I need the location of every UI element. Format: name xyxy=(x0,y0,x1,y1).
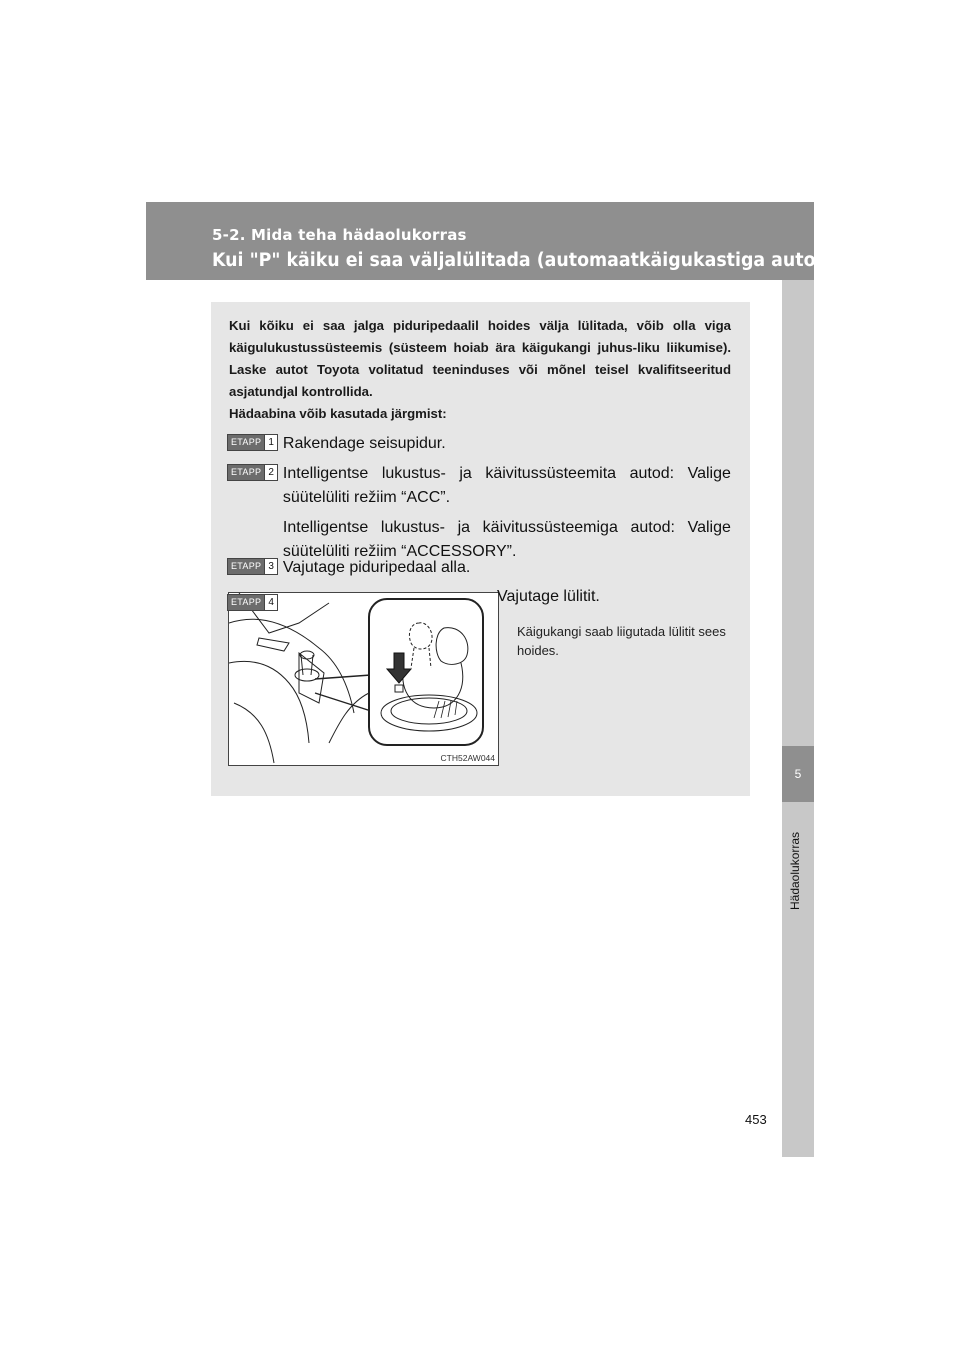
shift-lock-illustration xyxy=(228,592,499,766)
chapter-header xyxy=(146,202,836,280)
step-1 xyxy=(227,432,731,456)
step-text xyxy=(283,462,731,564)
chapter-label: Hädaolukorras xyxy=(788,831,802,910)
page-title: Kui "P" käiku ei saa väljalülitada (automaatkäigukastiga autod) xyxy=(212,250,836,271)
figure-code: CTH52AW044 xyxy=(440,753,495,763)
step-4-note: Käigukangi saab liigutada lülitit sees hoides. xyxy=(517,624,726,658)
intro-text xyxy=(229,315,731,425)
intro-paragraph: Kui kõiku ei saa jalga piduripedaalil hoides välja lülitada, võib olla viga käigulukustussüsteemis (süsteem hoiab ära käigukangi juhus-liku liikumise). Laske autot Toyota volitatud teeninduses või mõnel teisel kvalifitseeritud asjatundjal kontrollida. xyxy=(229,318,731,399)
step-text-a: Intelligentse lukustus- ja käivitussüsteemita autod: Valige süütelüliti režiim “ACC”. xyxy=(282,465,731,506)
step-4-text: Vajutage lülitit. xyxy=(497,588,600,605)
step-2 xyxy=(227,462,731,564)
shift-lever-drawing xyxy=(229,593,498,765)
step-4-badge: ETAPP 4 xyxy=(227,594,278,611)
step-3 xyxy=(227,556,731,580)
section-title: 5-2. Mida teha hädaolukorras xyxy=(212,226,467,244)
chapter-side-tab xyxy=(782,280,814,1157)
chapter-number[interactable]: 5 xyxy=(782,746,814,802)
page-number: 453 xyxy=(745,1112,767,1127)
step-text: Vajutage piduripedaal alla. xyxy=(282,559,471,576)
intro-lead: Hädaabina võib kasutada järgmist: xyxy=(229,406,447,421)
step-text-b: Intelligentse lukustus- ja käivitussüsteemiga autod: Valige süütelüliti režiim “ACCESSORY”. xyxy=(282,519,731,560)
step-badge: ETAPP 3 xyxy=(227,558,278,575)
content-box xyxy=(211,302,750,796)
step-badge: ETAPP 1 xyxy=(227,434,278,451)
step-badge: ETAPP 2 xyxy=(227,464,278,481)
step-text: Rakendage seisupidur. xyxy=(282,435,446,452)
